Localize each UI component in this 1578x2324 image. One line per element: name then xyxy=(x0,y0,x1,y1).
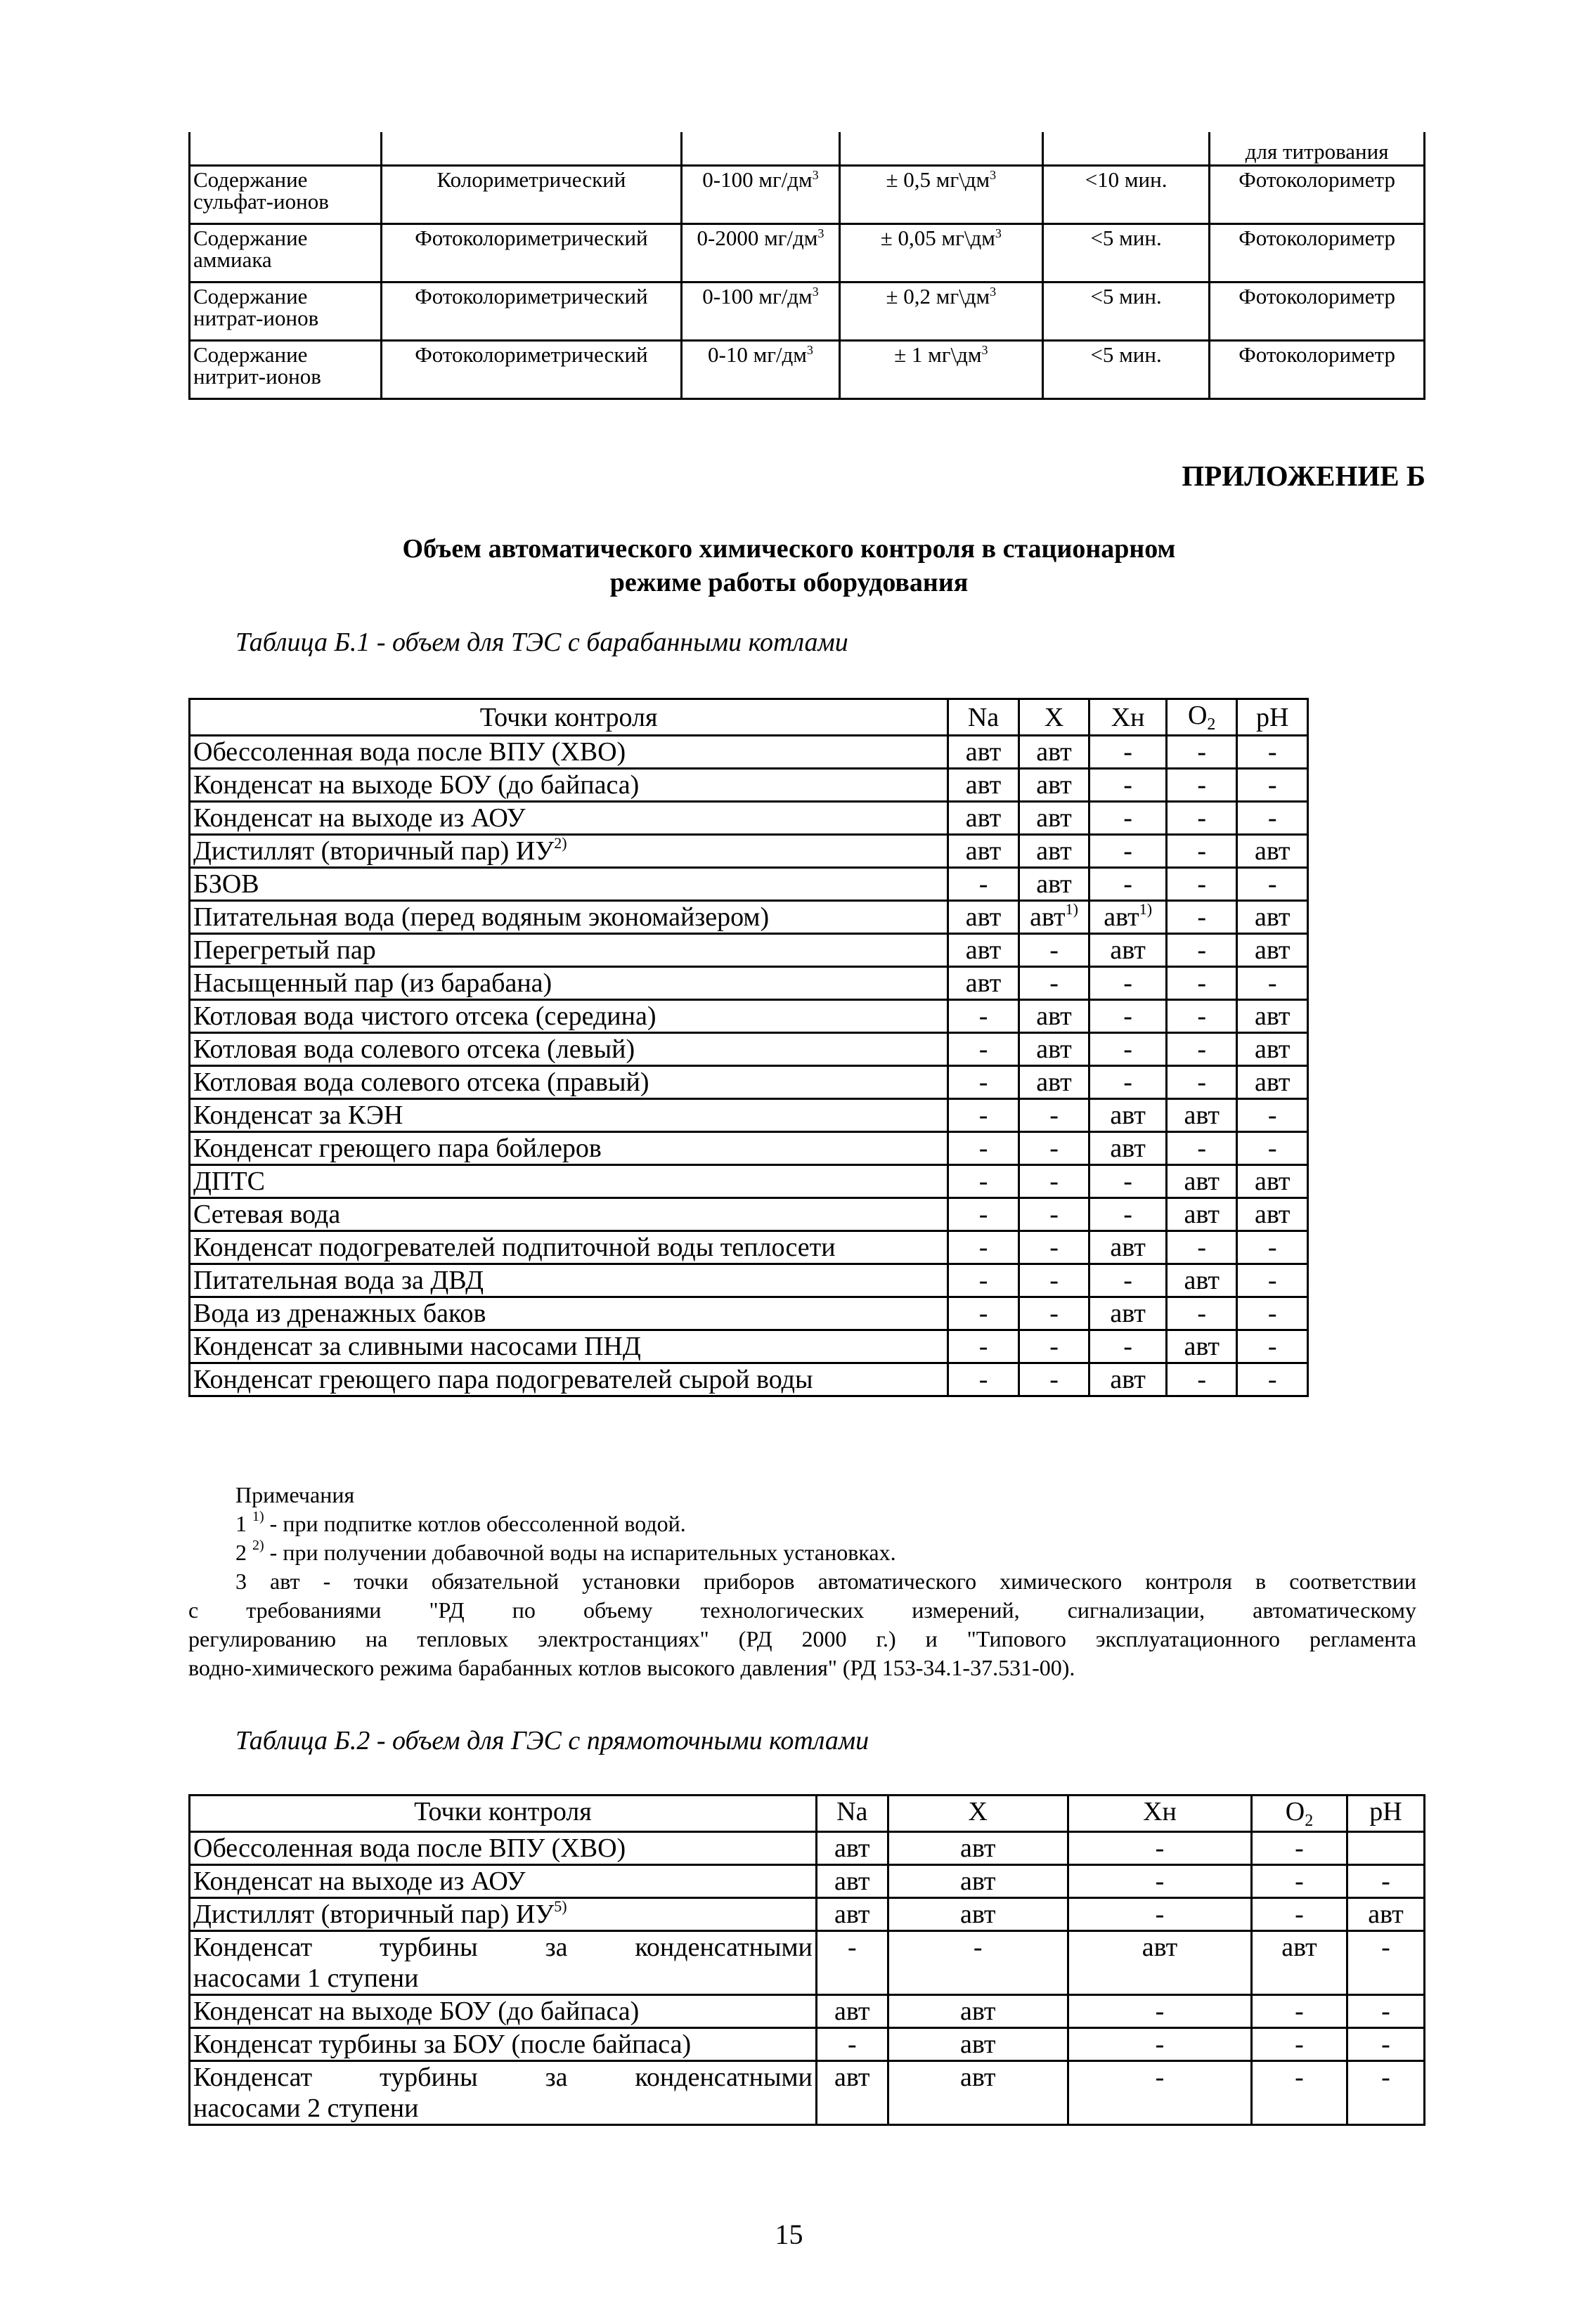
table-row xyxy=(190,934,1308,967)
table-row xyxy=(190,1865,1425,1898)
table-row xyxy=(190,2061,1425,2125)
notes xyxy=(188,1481,1416,1682)
table-row xyxy=(190,967,1308,1000)
table-cell: авт xyxy=(1089,1099,1167,1132)
table-cell: Сетевая вода xyxy=(190,1198,948,1231)
table-cell: - xyxy=(1237,967,1308,1000)
table-cell: авт xyxy=(1237,1033,1308,1066)
table-cell: - xyxy=(1252,2061,1347,2125)
table-cell: авт xyxy=(816,1832,888,1865)
table-cell: авт xyxy=(1237,835,1308,868)
table-cell: - xyxy=(1166,1297,1237,1330)
table-cell: авт xyxy=(1018,1000,1089,1033)
table-cell: - xyxy=(1252,2028,1347,2061)
table-cell: авт xyxy=(1018,802,1089,835)
table-cell: 0-100 $мг/дм^3$ xyxy=(682,166,839,224)
table-cell: - xyxy=(1252,1865,1347,1898)
note-3-line: водно-химического режима барабанных котлов высокого давления" (РД 153-34.1-37.531-00). xyxy=(188,1655,1075,1680)
table-caption: Таблица Б.1 - объем для ТЭС с барабанными котлами xyxy=(235,628,848,657)
table-cell: - xyxy=(948,1363,1019,1396)
table-cell: авт$^{1)}$ xyxy=(1089,901,1167,934)
column-header: $O_2$ xyxy=(1166,699,1237,736)
table-cell: - xyxy=(1018,1165,1089,1198)
table-row xyxy=(190,1165,1308,1198)
column-header: Na xyxy=(816,1796,888,1832)
table-row xyxy=(190,283,1425,341)
table-cell: авт xyxy=(948,736,1019,769)
section-title-line: режиме работы оборудования xyxy=(609,568,969,597)
table-cell: - xyxy=(1166,1132,1237,1165)
table-cell: авт xyxy=(1237,1066,1308,1099)
table-cell: - xyxy=(1018,967,1089,1000)
table-cell: авт$^{1)}$ xyxy=(1018,901,1089,934)
table-cell: - xyxy=(948,1132,1019,1165)
table-cell: авт xyxy=(948,934,1019,967)
table-cell: <10 мин. xyxy=(1042,166,1209,224)
table-cell: - xyxy=(1237,769,1308,802)
table-cell: - xyxy=(948,868,1019,901)
table-cell: - xyxy=(948,1066,1019,1099)
table-cell: Фотоколориметр xyxy=(1210,224,1425,283)
table-cell: авт xyxy=(1166,1198,1237,1231)
table-row xyxy=(190,736,1308,769)
table-cell: Дистиллят (вторичный пар) ИУ$^{2)}$ xyxy=(190,835,948,868)
table-cell: авт xyxy=(1237,1000,1308,1033)
table-cell: - xyxy=(1237,1231,1308,1264)
table-cell: авт xyxy=(948,967,1019,1000)
table-row xyxy=(190,1832,1425,1865)
column-header: Хн xyxy=(1089,699,1167,736)
table-cell: авт xyxy=(1018,736,1089,769)
table-cell: <5 мин. xyxy=(1042,224,1209,283)
table-cell: - xyxy=(1018,1132,1089,1165)
table-cell: авт xyxy=(888,1865,1068,1898)
table-row xyxy=(190,166,1425,224)
table-row xyxy=(190,1297,1308,1330)
table-cell: Обессоленная вода после ВПУ (ХВО) xyxy=(190,1832,817,1865)
column-header: Na xyxy=(948,699,1019,736)
table-cell: авт xyxy=(1166,1330,1237,1363)
table-cell: - xyxy=(1237,1363,1308,1396)
table-row xyxy=(190,835,1308,868)
table-cell: ± 0,05 $мг\backslash дм^3$ xyxy=(839,224,1042,283)
table-cell: - xyxy=(1068,2028,1251,2061)
table-cell: - xyxy=(1018,1330,1089,1363)
table-cell: авт xyxy=(1237,1165,1308,1198)
table-cell: Конденсат за сливными насосами ПНД xyxy=(190,1330,948,1363)
top-methods-table xyxy=(188,132,1425,400)
note-3-line: с требованиями "РД по объему технологических измерений, сигнализации, автоматическому xyxy=(188,1597,1416,1623)
column-header: $O_2$ xyxy=(1252,1796,1347,1832)
table-cell: - xyxy=(1068,1898,1251,1931)
table-cell: авт xyxy=(888,1898,1068,1931)
column-header: Точки контроля xyxy=(190,1796,817,1832)
table-cell: авт xyxy=(948,835,1019,868)
table-cell: ± 1 $мг\backslash дм^3$ xyxy=(839,341,1042,399)
table-cell: - xyxy=(1018,934,1089,967)
table-cell: Конденсат турбины за конденсатными насосами 1 ступени xyxy=(190,1931,817,1995)
table-cell: Содержание нитрат-ионов xyxy=(190,283,382,341)
control-table-b2 xyxy=(188,1794,1425,2126)
table-row xyxy=(190,1198,1308,1231)
table-cell: авт xyxy=(816,1898,888,1931)
table-cell: - xyxy=(816,1931,888,1995)
table-row xyxy=(190,802,1308,835)
table-row xyxy=(190,132,1425,166)
table-row xyxy=(190,1099,1308,1132)
table-cell: авт xyxy=(816,1995,888,2028)
table-row xyxy=(190,1363,1308,1396)
table-cell: Насыщенный пар (из барабана) xyxy=(190,967,948,1000)
table-row xyxy=(190,868,1308,901)
table-row xyxy=(190,1995,1425,2028)
table-cell: - xyxy=(1237,736,1308,769)
table-row xyxy=(190,2028,1425,2061)
table-cell: авт xyxy=(1166,1165,1237,1198)
table-cell: <5 мин. xyxy=(1042,341,1209,399)
note-1: 1 $^{1)}$ - при подпитке котлов обессоленной водой. xyxy=(235,1509,686,1536)
table-cell: - xyxy=(1237,802,1308,835)
table-cell: ± 0,2 $мг\backslash дм^3$ xyxy=(839,283,1042,341)
column-header: pH xyxy=(1237,699,1308,736)
table-cell: - xyxy=(1089,802,1167,835)
table-cell: Питательная вода (перед водяным экономайзером) xyxy=(190,901,948,934)
table-cell: - xyxy=(1089,769,1167,802)
table-cell: Обессоленная вода после ВПУ (ХВО) xyxy=(190,736,948,769)
table-cell: авт xyxy=(1068,1931,1251,1995)
table-row xyxy=(190,224,1425,283)
table-cell: Котловая вода солевого отсека (левый) xyxy=(190,1033,948,1066)
table-cell: - xyxy=(1347,1931,1424,1995)
table-cell: авт xyxy=(888,1995,1068,2028)
table-cell: <5 мин. xyxy=(1042,283,1209,341)
table-caption: Таблица Б.2 - объем для ГЭС с прямоточными котлами xyxy=(235,1726,869,1755)
table-cell: Содержание сульфат-ионов xyxy=(190,166,382,224)
table-cell: - xyxy=(1089,835,1167,868)
table-header-row xyxy=(190,1796,1425,1832)
control-table-b1 xyxy=(188,698,1309,1397)
table-row xyxy=(190,1132,1308,1165)
table-cell: авт xyxy=(1252,1931,1347,1995)
table-cell: - xyxy=(1347,1865,1424,1898)
column-header: pH xyxy=(1347,1796,1424,1832)
table-cell: - xyxy=(948,1198,1019,1231)
table-cell xyxy=(1347,1832,1424,1865)
table-cell: авт xyxy=(1166,1099,1237,1132)
table-cell: - xyxy=(1089,1330,1167,1363)
table-cell: - xyxy=(1166,1033,1237,1066)
table-row xyxy=(190,769,1308,802)
table-cell: - xyxy=(1237,1297,1308,1330)
notes-title: Примечания xyxy=(235,1482,355,1507)
table-cell: Фотоколориметр xyxy=(1210,283,1425,341)
column-header: Хн xyxy=(1068,1796,1251,1832)
table-cell: авт xyxy=(1018,1033,1089,1066)
table-cell: - xyxy=(1166,1363,1237,1396)
table-cell: Содержание нитрит-ионов xyxy=(190,341,382,399)
table-cell: - xyxy=(1166,736,1237,769)
appendix-title: ПРИЛОЖЕНИЕ Б xyxy=(1182,460,1425,492)
column-header: Точки контроля xyxy=(190,699,948,736)
table-cell: авт xyxy=(1166,1264,1237,1297)
table-cell: авт xyxy=(1237,934,1308,967)
table-row xyxy=(190,1898,1425,1931)
table-cell: Питательная вода за ДВД xyxy=(190,1264,948,1297)
table-cell: Фотоколориметрический xyxy=(381,224,682,283)
table-cell: - xyxy=(1237,1132,1308,1165)
table-cell: авт xyxy=(1089,1231,1167,1264)
table-cell: - xyxy=(1237,1330,1308,1363)
table-cell: авт xyxy=(1089,934,1167,967)
table-cell: - xyxy=(888,1931,1068,1995)
table-cell: - xyxy=(1252,1995,1347,2028)
table-cell: ± 0,5 $мг\backslash дм^3$ xyxy=(839,166,1042,224)
table-cell: авт xyxy=(1089,1297,1167,1330)
table-cell: - xyxy=(1347,2061,1424,2125)
table-cell: Вода из дренажных баков xyxy=(190,1297,948,1330)
table-cell: - xyxy=(1089,736,1167,769)
table-cell: авт xyxy=(1018,835,1089,868)
table-cell: - xyxy=(1089,1198,1167,1231)
table-cell: авт xyxy=(948,769,1019,802)
table-cell: Конденсат на выходе БОУ (до байпаса) xyxy=(190,1995,817,2028)
table-cell: Конденсат на выходе из АОУ xyxy=(190,1865,817,1898)
section-title xyxy=(0,532,1578,599)
column-header: X xyxy=(1018,699,1089,736)
table-cell: авт xyxy=(1018,868,1089,901)
table-cell: - xyxy=(1166,901,1237,934)
table-cell: - xyxy=(1018,1264,1089,1297)
table-cell: авт xyxy=(1237,901,1308,934)
table-cell: Конденсат за КЭН xyxy=(190,1099,948,1132)
table-cell: - xyxy=(1347,1995,1424,2028)
table-cell: Перегретый пар xyxy=(190,934,948,967)
table-cell: Колориметрический xyxy=(381,166,682,224)
table-cell: - xyxy=(1089,1000,1167,1033)
table-cell: авт xyxy=(888,1832,1068,1865)
table-cell: авт xyxy=(948,901,1019,934)
column-header: X xyxy=(888,1796,1068,1832)
table-cell: - xyxy=(1068,1832,1251,1865)
table-cell: 0-100 $мг/дм^3$ xyxy=(682,283,839,341)
note-3-line: 3 авт - точки обязательной установки приборов автоматического химического контроля в соответствии xyxy=(235,1569,1416,1594)
table-cell: - xyxy=(1068,1995,1251,2028)
table-cell: авт xyxy=(888,2061,1068,2125)
table-cell: Конденсат турбины за конденсатными насосами 2 ступени xyxy=(190,2061,817,2125)
table-row xyxy=(190,1033,1308,1066)
table-cell: авт xyxy=(1018,769,1089,802)
table-cell: - xyxy=(1166,802,1237,835)
table-cell: - xyxy=(1166,1231,1237,1264)
table-cell: Фотоколориметрический xyxy=(381,283,682,341)
table-cell: ДПТС xyxy=(190,1165,948,1198)
table-cell: - xyxy=(948,1165,1019,1198)
table-cell: - xyxy=(1347,2028,1424,2061)
table-row xyxy=(190,1000,1308,1033)
table-cell: - xyxy=(1018,1198,1089,1231)
table-cell: - xyxy=(948,1297,1019,1330)
table-cell: - xyxy=(1166,769,1237,802)
note-2: 2 $^{2)}$ - при получении добавочной воды на испарительных установках. xyxy=(235,1538,896,1565)
table-row xyxy=(190,341,1425,399)
table-cell: - xyxy=(816,2028,888,2061)
table-cell: - xyxy=(1166,1066,1237,1099)
table-cell: 0-10 $мг/дм^3$ xyxy=(682,341,839,399)
table-cell: - xyxy=(1252,1898,1347,1931)
table-cell: - xyxy=(1089,1165,1167,1198)
table-cell: авт xyxy=(1089,1363,1167,1396)
table-cell: - xyxy=(1237,1099,1308,1132)
table-cell: - xyxy=(1166,967,1237,1000)
table-cell: - xyxy=(1068,1865,1251,1898)
table-cell: - xyxy=(948,1330,1019,1363)
table-cell: Конденсат греющего пара подогревателей сырой воды xyxy=(190,1363,948,1396)
table-header-row xyxy=(190,699,1308,736)
table-cell: для титрования xyxy=(1210,132,1425,166)
table-cell: - xyxy=(1237,1264,1308,1297)
table-cell: 0-2000 $мг/дм^3$ xyxy=(682,224,839,283)
table-cell: - xyxy=(1089,1033,1167,1066)
table-cell: - xyxy=(1166,868,1237,901)
table-cell: Котловая вода солевого отсека (правый) xyxy=(190,1066,948,1099)
table-cell: - xyxy=(1089,1066,1167,1099)
table-cell: БЗОВ xyxy=(190,868,948,901)
table-cell: авт xyxy=(816,1865,888,1898)
table-cell: - xyxy=(1237,868,1308,901)
table-cell: Дистиллят (вторичный пар) ИУ$^{5)}$ xyxy=(190,1898,817,1931)
table-cell: Фотоколориметр xyxy=(1210,341,1425,399)
table-cell: - xyxy=(1166,835,1237,868)
table-cell: - xyxy=(1018,1363,1089,1396)
table-cell: - xyxy=(1166,934,1237,967)
table-cell: авт xyxy=(1347,1898,1424,1931)
table-cell: Содержание аммиака xyxy=(190,224,382,283)
table-cell: - xyxy=(948,1033,1019,1066)
table-row xyxy=(190,1231,1308,1264)
page-number: 15 xyxy=(775,2219,803,2250)
table-cell: авт xyxy=(1018,1066,1089,1099)
table-row xyxy=(190,1931,1425,1995)
table-row xyxy=(190,1330,1308,1363)
table-cell: Конденсат турбины за БОУ (после байпаса) xyxy=(190,2028,817,2061)
table-cell: авт xyxy=(816,2061,888,2125)
table-cell: авт xyxy=(948,802,1019,835)
table-cell: - xyxy=(1252,1832,1347,1865)
table-cell: - xyxy=(1018,1099,1089,1132)
table-cell: - xyxy=(1018,1297,1089,1330)
table-cell: Котловая вода чистого отсека (середина) xyxy=(190,1000,948,1033)
table-cell: Конденсат на выходе из АОУ xyxy=(190,802,948,835)
table-cell: авт xyxy=(1237,1198,1308,1231)
table-cell: - xyxy=(1089,868,1167,901)
table-row xyxy=(190,1066,1308,1099)
table-cell: Фотоколориметрический xyxy=(381,341,682,399)
table-cell: - xyxy=(948,1000,1019,1033)
table-cell: - xyxy=(1068,2061,1251,2125)
table-row xyxy=(190,1264,1308,1297)
table-cell: - xyxy=(1166,1000,1237,1033)
table-cell: Конденсат подогревателей подпиточной воды теплосети xyxy=(190,1231,948,1264)
note-3-line: регулированию на тепловых электростанциях" (РД 2000 г.) и "Типового эксплуатационного регламента xyxy=(188,1626,1416,1651)
table-cell: - xyxy=(948,1099,1019,1132)
table-cell: - xyxy=(948,1264,1019,1297)
table-cell: - xyxy=(1089,967,1167,1000)
table-cell: Конденсат греющего пара бойлеров xyxy=(190,1132,948,1165)
table-cell: - xyxy=(1089,1264,1167,1297)
table-cell: Фотоколориметр xyxy=(1210,166,1425,224)
table-cell: авт xyxy=(888,2028,1068,2061)
table-row xyxy=(190,901,1308,934)
table-cell: Конденсат на выходе БОУ (до байпаса) xyxy=(190,769,948,802)
section-title-line: Объем автоматического химического контроля в стационарном xyxy=(402,534,1176,564)
table-cell: авт xyxy=(1089,1132,1167,1165)
table-cell: - xyxy=(1018,1231,1089,1264)
table-cell: - xyxy=(948,1231,1019,1264)
